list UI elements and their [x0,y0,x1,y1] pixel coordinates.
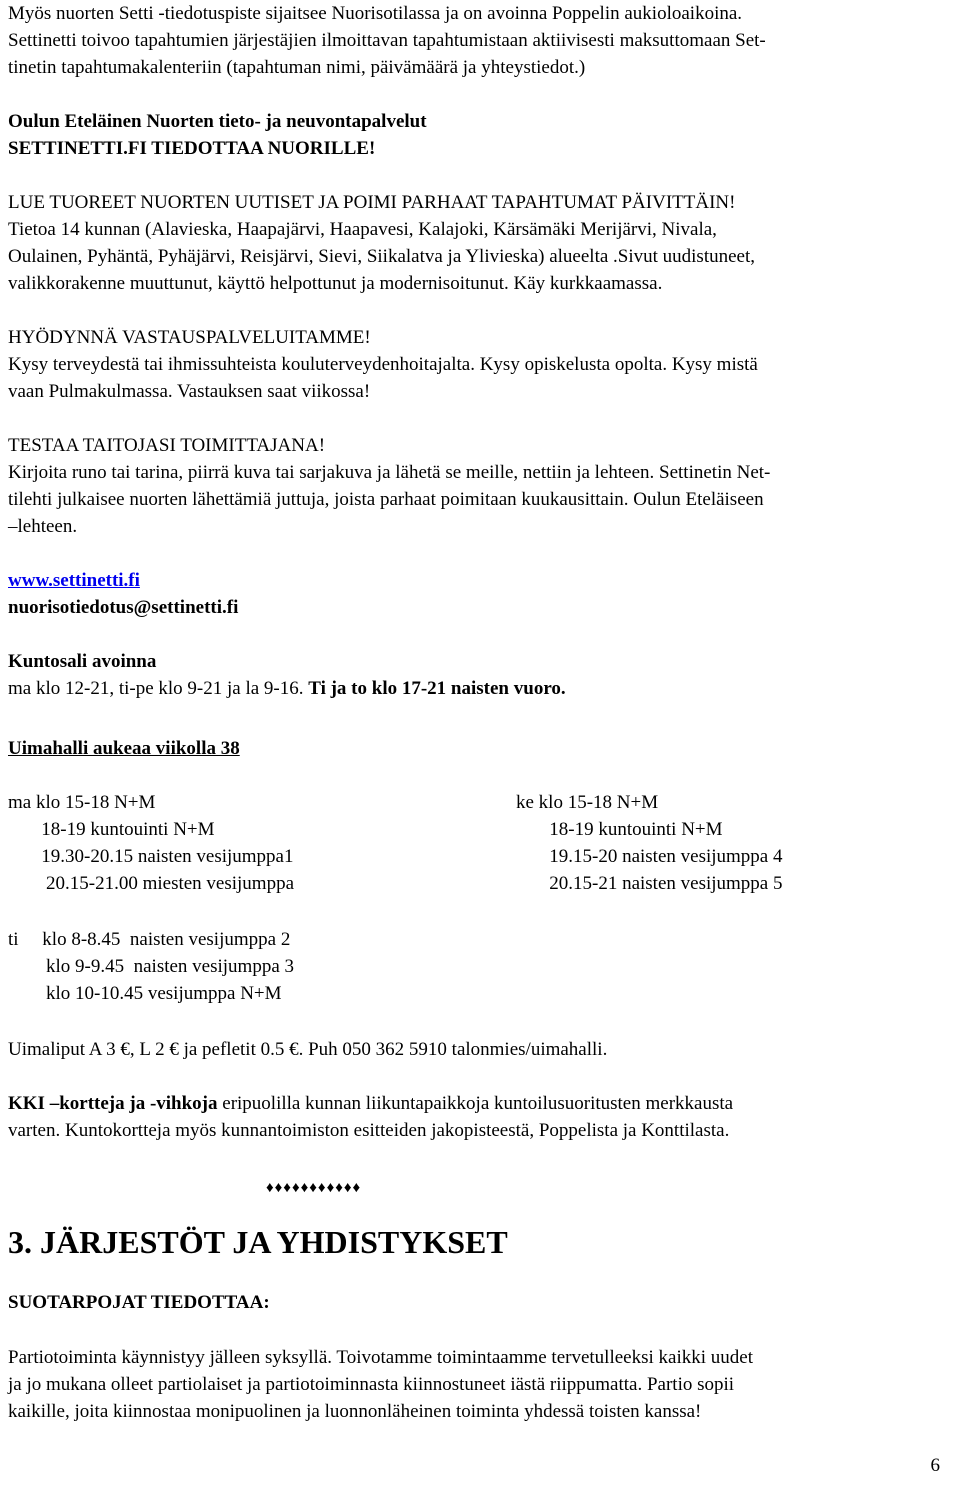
settinetti-heading-2: SETTINETTI.FI TIEDOTTAA NUORILLE! [8,138,376,159]
wednesday-schedule [516,789,783,897]
gym-hours [8,675,566,702]
pool-heading: Uimahalli aukeaa viikolla 38 [8,738,240,759]
paragraph-line: Oulainen, Pyhäntä, Pyhäjärvi, Reisjärvi, Sievi, Siikalatva ja Ylivieska) alueelta .Sivut uudistuneet, [8,246,756,267]
paragraph-line: –lehteen. [8,516,78,537]
section-title: 3. JÄRJESTÖT JA YHDISTYKSET [8,1224,508,1260]
paragraph-line: valikkorakenne muuttunut, käyttö helpottunut ja modernisoitunut. Käy kurkkaamassa. [8,273,663,294]
paragraph-line: ja jo mukana olleet partiolaiset ja partiotoiminnasta kiinnostuneet iästä riippumatta. Partio sopii [8,1374,735,1395]
schedule-line: 19.30-20.15 naisten vesijumppa1 [8,846,294,867]
schedule-line: 20.15-21 naisten vesijumppa 5 [516,873,783,894]
caps-line: TESTAA TAITOJASI TOIMITTAJANA! [8,435,326,456]
gym-heading: Kuntosali avoinna [8,651,157,672]
schedule-line: ma klo 15-18 N+M [8,792,156,813]
settinetti-heading: Oulun Eteläinen Nuorten tieto- ja neuvontapalvelut [8,111,427,132]
paragraph-line: Tietoa 14 kunnan (Alavieska, Haapajärvi, Haapavesi, Kalajoki, Kärsämäki Merijärvi, Nivala, [8,219,717,240]
page-number: 6 [930,1455,940,1476]
schedule-line: klo 9-9.45 naisten vesijumppa 3 [8,956,295,977]
caps-line: LUE TUOREET NUORTEN UUTISET JA POIMI PARHAAT TAPAHTUMAT PÄIVITTÄIN! [8,192,736,213]
tuesday-schedule [8,926,294,1007]
schedule-line: 18-19 kuntouinti N+M [516,819,723,840]
paragraph-line: vaan Pulmakulmassa. Vastauksen saat viikossa! [8,381,371,402]
section-subheading: SUOTARPOJAT TIEDOTTAA: [8,1292,270,1313]
paragraph-line: Kirjoita runo tai tarina, piirrä kuva tai sarjakuva ja lähetä se meille, nettiin ja lehteen. Settinetin Net- [8,462,771,483]
paragraph-line: Kysy terveydestä tai ihmissuhteista kouluterveydenhoitajalta. Kysy opiskelusta opolta. Kysy mistä [8,354,758,375]
pool-prices: Uimaliput A 3 €, L 2 € ja pefletit 0.5 €. Puh 050 362 5910 talonmies/uimahalli. [8,1039,608,1060]
paragraph-line: kaikille, joita kiinnostaa monipuolinen ja luonnonläheinen toiminta yhdessä toisten kanssa! [8,1401,702,1422]
schedule-line: klo 10-10.45 vesijumppa N+M [8,983,282,1004]
schedule-line: 19.15-20 naisten vesijumppa 4 [516,846,783,867]
gym-women-hours: Ti ja to klo 17-21 naisten vuoro. [308,678,566,699]
gym-hours-text: ma klo 12-21, ti-pe klo 9-21 ja la 9-16. [8,678,309,699]
schedule-line: ke klo 15-18 N+M [516,792,659,813]
paragraph-line: Partiotoiminta käynnistyy jälleen syksyllä. Toivotamme toimintaamme tervetulleeksi kaikki uudet [8,1347,753,1368]
intro-line: tinetin tapahtumakalenteriin (tapahtuman nimi, päivämäärä ja yhteystiedot.) [8,57,586,78]
monday-schedule [8,789,294,897]
paragraph-line: tilehti julkaisee nuorten lähettämiä juttuja, joista parhaat poimitaan kuukausittain. Oulun Eteläiseen [8,489,764,510]
email-address[interactable]: nuorisotiedotus@settinetti.fi [8,597,239,618]
website-link[interactable]: www.settinetti.fi [8,570,140,591]
kki-line [8,1090,733,1117]
kki-line-2: varten. Kuntokortteja myös kunnantoimiston esitteiden jakopisteestä, Poppelista ja Konttilasta. [8,1120,730,1141]
kki-text: eripuolilla kunnan liikuntapaikkoja kuntoilusuoritusten merkkausta [217,1093,734,1114]
kki-title: KKI –kortteja ja -vihkoja [8,1093,218,1114]
intro-line: Settinetti toivoo tapahtumien järjestäjien ilmoittavan tapahtumistaan aktiivisesti maksuttomaan Set- [8,30,766,51]
schedule-line: 20.15-21.00 miesten vesijumppa [8,873,295,894]
schedule-line: ti klo 8-8.45 naisten vesijumppa 2 [8,929,291,950]
schedule-line: 18-19 kuntouinti N+M [8,819,215,840]
caps-line: HYÖDYNNÄ VASTAUSPALVELUITAMME! [8,327,371,348]
diamond-divider: ♦♦♦♦♦♦♦♦♦♦♦ [266,1180,362,1196]
intro-line: Myös nuorten Setti -tiedotuspiste sijaitsee Nuorisotilassa ja on avoinna Poppelin aukioloaikoina. [8,3,743,24]
